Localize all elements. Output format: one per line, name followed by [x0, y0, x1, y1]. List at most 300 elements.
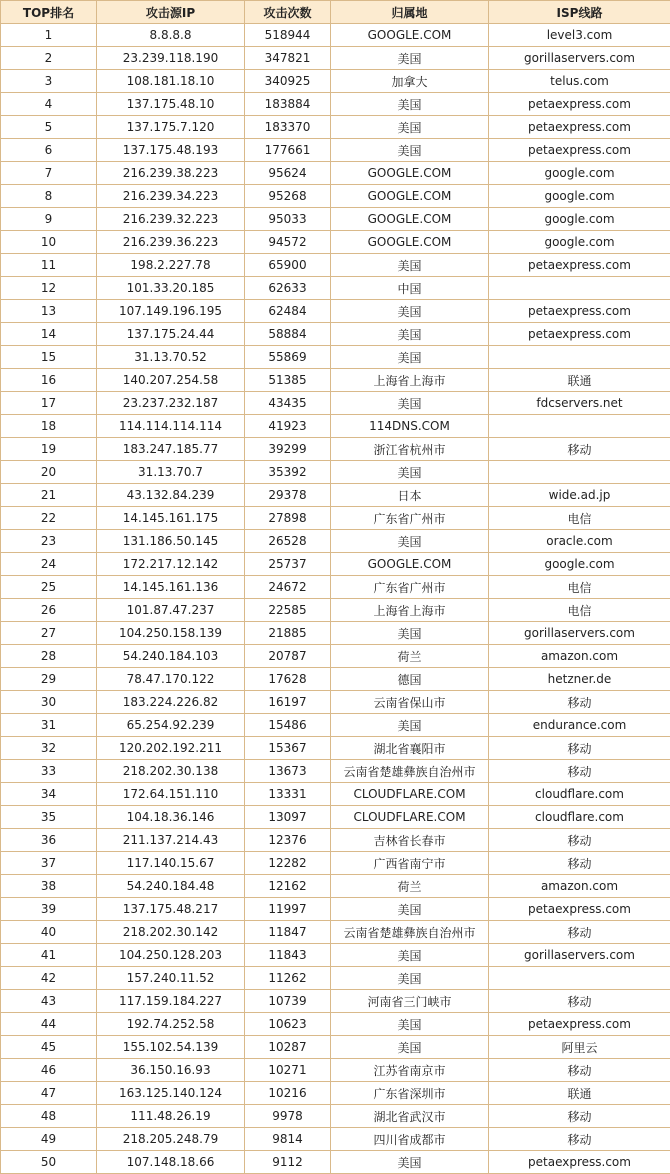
table-row [1, 300, 670, 323]
cell-rank: 18 [1, 415, 97, 438]
cell-source-ip: 157.240.11.52 [97, 967, 245, 990]
cell-isp: 移动 [489, 990, 670, 1013]
cell-rank: 38 [1, 875, 97, 898]
table-row [1, 139, 670, 162]
cell-isp: 移动 [489, 1105, 670, 1128]
cell-attack-count: 51385 [245, 369, 331, 392]
cell-attack-count: 10271 [245, 1059, 331, 1082]
cell-location: 上海省上海市 [331, 599, 489, 622]
cell-isp: google.com [489, 162, 670, 185]
cell-isp: google.com [489, 185, 670, 208]
cell-location: 美国 [331, 93, 489, 116]
table-row [1, 1013, 670, 1036]
cell-location: 美国 [331, 116, 489, 139]
cell-location: 美国 [331, 1036, 489, 1059]
table-row [1, 185, 670, 208]
cell-rank: 42 [1, 967, 97, 990]
cell-location: GOOGLE.COM [331, 231, 489, 254]
table-row [1, 277, 670, 300]
cell-location: GOOGLE.COM [331, 185, 489, 208]
cell-location: 云南省保山市 [331, 691, 489, 714]
table-row [1, 507, 670, 530]
cell-attack-count: 62633 [245, 277, 331, 300]
cell-source-ip: 216.239.36.223 [97, 231, 245, 254]
cell-location: 美国 [331, 392, 489, 415]
cell-isp: 联通 [489, 369, 670, 392]
table-row [1, 622, 670, 645]
table-row [1, 484, 670, 507]
cell-isp: 移动 [489, 1128, 670, 1151]
cell-rank: 13 [1, 300, 97, 323]
cell-attack-count: 29378 [245, 484, 331, 507]
cell-location: 广东省深圳市 [331, 1082, 489, 1105]
cell-source-ip: 163.125.140.124 [97, 1082, 245, 1105]
cell-source-ip: 54.240.184.48 [97, 875, 245, 898]
cell-isp: petaexpress.com [489, 300, 670, 323]
cell-location: 美国 [331, 622, 489, 645]
table-row [1, 1151, 670, 1174]
cell-isp: telus.com [489, 70, 670, 93]
cell-location: 美国 [331, 461, 489, 484]
cell-location: 湖北省武汉市 [331, 1105, 489, 1128]
cell-isp [489, 346, 670, 369]
cell-rank: 47 [1, 1082, 97, 1105]
cell-rank: 34 [1, 783, 97, 806]
cell-isp: 移动 [489, 921, 670, 944]
cell-rank: 26 [1, 599, 97, 622]
cell-rank: 32 [1, 737, 97, 760]
cell-rank: 9 [1, 208, 97, 231]
table-row [1, 944, 670, 967]
cell-location: 德国 [331, 668, 489, 691]
cell-attack-count: 11843 [245, 944, 331, 967]
cell-source-ip: 137.175.48.10 [97, 93, 245, 116]
cell-isp: gorillaservers.com [489, 47, 670, 70]
cell-rank: 41 [1, 944, 97, 967]
cell-attack-count: 25737 [245, 553, 331, 576]
cell-location: 美国 [331, 967, 489, 990]
cell-attack-count: 17628 [245, 668, 331, 691]
cell-location: 美国 [331, 254, 489, 277]
cell-isp [489, 967, 670, 990]
cell-location: 云南省楚雄彝族自治州市 [331, 921, 489, 944]
cell-isp: amazon.com [489, 645, 670, 668]
cell-location: 广西省南宁市 [331, 852, 489, 875]
cell-attack-count: 20787 [245, 645, 331, 668]
cell-source-ip: 137.175.7.120 [97, 116, 245, 139]
cell-source-ip: 218.202.30.138 [97, 760, 245, 783]
table-row [1, 231, 670, 254]
cell-rank: 44 [1, 1013, 97, 1036]
cell-location: 浙江省杭州市 [331, 438, 489, 461]
cell-rank: 20 [1, 461, 97, 484]
cell-location: 美国 [331, 300, 489, 323]
cell-attack-count: 13331 [245, 783, 331, 806]
cell-isp [489, 415, 670, 438]
cell-rank: 21 [1, 484, 97, 507]
cell-source-ip: 211.137.214.43 [97, 829, 245, 852]
table-row [1, 553, 670, 576]
cell-location: 美国 [331, 1151, 489, 1174]
cell-attack-count: 16197 [245, 691, 331, 714]
cell-rank: 29 [1, 668, 97, 691]
table-row [1, 898, 670, 921]
cell-rank: 14 [1, 323, 97, 346]
cell-location: GOOGLE.COM [331, 24, 489, 47]
cell-isp: 移动 [489, 1059, 670, 1082]
table-row [1, 645, 670, 668]
cell-rank: 36 [1, 829, 97, 852]
cell-location: 美国 [331, 139, 489, 162]
cell-source-ip: 117.159.184.227 [97, 990, 245, 1013]
cell-location: 四川省成都市 [331, 1128, 489, 1151]
cell-attack-count: 12162 [245, 875, 331, 898]
cell-location: 上海省上海市 [331, 369, 489, 392]
header-source-ip: 攻击源IP [97, 1, 245, 24]
cell-location: CLOUDFLARE.COM [331, 783, 489, 806]
cell-source-ip: 216.239.32.223 [97, 208, 245, 231]
table-header-row [1, 1, 670, 24]
header-attack-count: 攻击次数 [245, 1, 331, 24]
cell-attack-count: 177661 [245, 139, 331, 162]
cell-attack-count: 55869 [245, 346, 331, 369]
cell-isp: 移动 [489, 438, 670, 461]
cell-location: CLOUDFLARE.COM [331, 806, 489, 829]
cell-rank: 43 [1, 990, 97, 1013]
cell-isp: petaexpress.com [489, 93, 670, 116]
cell-isp: gorillaservers.com [489, 944, 670, 967]
table-row [1, 1082, 670, 1105]
cell-rank: 3 [1, 70, 97, 93]
cell-location: 荷兰 [331, 875, 489, 898]
cell-rank: 2 [1, 47, 97, 70]
cell-source-ip: 155.102.54.139 [97, 1036, 245, 1059]
cell-location: GOOGLE.COM [331, 553, 489, 576]
cell-source-ip: 114.114.114.114 [97, 415, 245, 438]
cell-location: GOOGLE.COM [331, 208, 489, 231]
cell-source-ip: 108.181.18.10 [97, 70, 245, 93]
table-row [1, 806, 670, 829]
table-row [1, 852, 670, 875]
cell-attack-count: 347821 [245, 47, 331, 70]
cell-source-ip: 111.48.26.19 [97, 1105, 245, 1128]
cell-source-ip: 218.205.248.79 [97, 1128, 245, 1151]
cell-source-ip: 36.150.16.93 [97, 1059, 245, 1082]
cell-attack-count: 39299 [245, 438, 331, 461]
table-row [1, 369, 670, 392]
cell-attack-count: 9112 [245, 1151, 331, 1174]
cell-location: 美国 [331, 1013, 489, 1036]
cell-attack-count: 11847 [245, 921, 331, 944]
cell-rank: 33 [1, 760, 97, 783]
cell-attack-count: 12282 [245, 852, 331, 875]
table-body [1, 24, 670, 1174]
table-row [1, 461, 670, 484]
cell-isp: fdcservers.net [489, 392, 670, 415]
table-row [1, 921, 670, 944]
cell-location: 美国 [331, 346, 489, 369]
table-row [1, 1105, 670, 1128]
cell-rank: 27 [1, 622, 97, 645]
cell-source-ip: 31.13.70.7 [97, 461, 245, 484]
cell-isp: cloudflare.com [489, 806, 670, 829]
cell-isp: petaexpress.com [489, 323, 670, 346]
cell-attack-count: 21885 [245, 622, 331, 645]
cell-attack-count: 518944 [245, 24, 331, 47]
table-row [1, 576, 670, 599]
cell-source-ip: 117.140.15.67 [97, 852, 245, 875]
cell-isp: 电信 [489, 599, 670, 622]
cell-rank: 22 [1, 507, 97, 530]
cell-attack-count: 13673 [245, 760, 331, 783]
cell-rank: 4 [1, 93, 97, 116]
cell-source-ip: 43.132.84.239 [97, 484, 245, 507]
cell-source-ip: 131.186.50.145 [97, 530, 245, 553]
table-row [1, 70, 670, 93]
cell-rank: 24 [1, 553, 97, 576]
cell-attack-count: 10216 [245, 1082, 331, 1105]
cell-location: 广东省广州市 [331, 576, 489, 599]
cell-rank: 46 [1, 1059, 97, 1082]
cell-isp: petaexpress.com [489, 116, 670, 139]
cell-source-ip: 23.237.232.187 [97, 392, 245, 415]
cell-location: 日本 [331, 484, 489, 507]
cell-source-ip: 216.239.34.223 [97, 185, 245, 208]
table-row [1, 93, 670, 116]
cell-attack-count: 11262 [245, 967, 331, 990]
cell-isp: 阿里云 [489, 1036, 670, 1059]
cell-isp: google.com [489, 208, 670, 231]
cell-location: 美国 [331, 714, 489, 737]
header-isp: ISP线路 [489, 1, 670, 24]
cell-isp: 移动 [489, 737, 670, 760]
cell-attack-count: 22585 [245, 599, 331, 622]
cell-isp [489, 277, 670, 300]
cell-location: 美国 [331, 323, 489, 346]
cell-attack-count: 26528 [245, 530, 331, 553]
cell-isp: 移动 [489, 691, 670, 714]
cell-attack-count: 9814 [245, 1128, 331, 1151]
cell-rank: 30 [1, 691, 97, 714]
cell-attack-count: 35392 [245, 461, 331, 484]
cell-isp: amazon.com [489, 875, 670, 898]
cell-location: 河南省三门峡市 [331, 990, 489, 1013]
cell-rank: 39 [1, 898, 97, 921]
table-row [1, 208, 670, 231]
cell-attack-count: 95033 [245, 208, 331, 231]
cell-location: 云南省楚雄彝族自治州市 [331, 760, 489, 783]
cell-attack-count: 95624 [245, 162, 331, 185]
table-row [1, 415, 670, 438]
table-row [1, 599, 670, 622]
table-row [1, 829, 670, 852]
table-row [1, 438, 670, 461]
cell-rank: 5 [1, 116, 97, 139]
cell-rank: 37 [1, 852, 97, 875]
cell-isp: hetzner.de [489, 668, 670, 691]
cell-rank: 10 [1, 231, 97, 254]
cell-isp: google.com [489, 231, 670, 254]
cell-attack-count: 183370 [245, 116, 331, 139]
cell-source-ip: 218.202.30.142 [97, 921, 245, 944]
cell-location: 美国 [331, 530, 489, 553]
cell-attack-count: 58884 [245, 323, 331, 346]
cell-source-ip: 65.254.92.239 [97, 714, 245, 737]
cell-rank: 45 [1, 1036, 97, 1059]
cell-rank: 31 [1, 714, 97, 737]
table-row [1, 875, 670, 898]
cell-attack-count: 10623 [245, 1013, 331, 1036]
cell-attack-count: 10287 [245, 1036, 331, 1059]
table-row [1, 24, 670, 47]
cell-attack-count: 62484 [245, 300, 331, 323]
cell-rank: 40 [1, 921, 97, 944]
cell-isp: petaexpress.com [489, 1013, 670, 1036]
cell-source-ip: 137.175.24.44 [97, 323, 245, 346]
cell-location: 湖北省襄阳市 [331, 737, 489, 760]
cell-isp: 移动 [489, 829, 670, 852]
cell-isp: cloudflare.com [489, 783, 670, 806]
cell-source-ip: 107.149.196.195 [97, 300, 245, 323]
cell-rank: 8 [1, 185, 97, 208]
cell-rank: 15 [1, 346, 97, 369]
cell-rank: 50 [1, 1151, 97, 1174]
cell-isp: google.com [489, 553, 670, 576]
cell-source-ip: 14.145.161.136 [97, 576, 245, 599]
table-row [1, 967, 670, 990]
cell-isp: level3.com [489, 24, 670, 47]
cell-rank: 7 [1, 162, 97, 185]
cell-source-ip: 183.224.226.82 [97, 691, 245, 714]
cell-location: 美国 [331, 944, 489, 967]
cell-source-ip: 101.33.20.185 [97, 277, 245, 300]
cell-source-ip: 172.217.12.142 [97, 553, 245, 576]
cell-rank: 19 [1, 438, 97, 461]
cell-rank: 48 [1, 1105, 97, 1128]
cell-attack-count: 27898 [245, 507, 331, 530]
cell-rank: 6 [1, 139, 97, 162]
cell-rank: 1 [1, 24, 97, 47]
cell-rank: 11 [1, 254, 97, 277]
cell-attack-count: 183884 [245, 93, 331, 116]
cell-attack-count: 9978 [245, 1105, 331, 1128]
cell-isp: 电信 [489, 576, 670, 599]
cell-source-ip: 101.87.47.237 [97, 599, 245, 622]
cell-isp: gorillaservers.com [489, 622, 670, 645]
table-row [1, 737, 670, 760]
table-row [1, 323, 670, 346]
cell-isp: oracle.com [489, 530, 670, 553]
cell-source-ip: 8.8.8.8 [97, 24, 245, 47]
table-row [1, 116, 670, 139]
cell-location: GOOGLE.COM [331, 162, 489, 185]
cell-location: 江苏省南京市 [331, 1059, 489, 1082]
cell-attack-count: 11997 [245, 898, 331, 921]
cell-rank: 23 [1, 530, 97, 553]
cell-rank: 28 [1, 645, 97, 668]
cell-source-ip: 104.250.128.203 [97, 944, 245, 967]
cell-source-ip: 198.2.227.78 [97, 254, 245, 277]
cell-attack-count: 12376 [245, 829, 331, 852]
cell-source-ip: 104.18.36.146 [97, 806, 245, 829]
cell-attack-count: 41923 [245, 415, 331, 438]
cell-source-ip: 104.250.158.139 [97, 622, 245, 645]
cell-attack-count: 65900 [245, 254, 331, 277]
cell-location: 美国 [331, 898, 489, 921]
cell-attack-count: 13097 [245, 806, 331, 829]
cell-location: 美国 [331, 47, 489, 70]
cell-location: 114DNS.COM [331, 415, 489, 438]
cell-attack-count: 95268 [245, 185, 331, 208]
cell-source-ip: 172.64.151.110 [97, 783, 245, 806]
table-row [1, 990, 670, 1013]
table-row [1, 346, 670, 369]
cell-isp: petaexpress.com [489, 254, 670, 277]
table-row [1, 668, 670, 691]
cell-attack-count: 94572 [245, 231, 331, 254]
header-location: 归属地 [331, 1, 489, 24]
table-row [1, 1128, 670, 1151]
cell-source-ip: 137.175.48.193 [97, 139, 245, 162]
table-row [1, 392, 670, 415]
header-rank: TOP排名 [1, 1, 97, 24]
cell-isp: 移动 [489, 852, 670, 875]
cell-rank: 49 [1, 1128, 97, 1151]
cell-attack-count: 15367 [245, 737, 331, 760]
cell-attack-count: 340925 [245, 70, 331, 93]
cell-isp [489, 461, 670, 484]
table-row [1, 47, 670, 70]
cell-source-ip: 120.202.192.211 [97, 737, 245, 760]
cell-rank: 12 [1, 277, 97, 300]
cell-attack-count: 24672 [245, 576, 331, 599]
cell-location: 荷兰 [331, 645, 489, 668]
table-row [1, 530, 670, 553]
cell-rank: 17 [1, 392, 97, 415]
cell-source-ip: 137.175.48.217 [97, 898, 245, 921]
cell-source-ip: 31.13.70.52 [97, 346, 245, 369]
cell-isp: petaexpress.com [489, 139, 670, 162]
cell-isp: 电信 [489, 507, 670, 530]
table-row [1, 760, 670, 783]
cell-rank: 35 [1, 806, 97, 829]
cell-source-ip: 23.239.118.190 [97, 47, 245, 70]
cell-source-ip: 78.47.170.122 [97, 668, 245, 691]
cell-source-ip: 192.74.252.58 [97, 1013, 245, 1036]
cell-source-ip: 107.148.18.66 [97, 1151, 245, 1174]
cell-location: 吉林省长春市 [331, 829, 489, 852]
table-row [1, 254, 670, 277]
table-row [1, 783, 670, 806]
cell-isp: wide.ad.jp [489, 484, 670, 507]
cell-attack-count: 43435 [245, 392, 331, 415]
cell-location: 加拿大 [331, 70, 489, 93]
table-row [1, 691, 670, 714]
cell-location: 中国 [331, 277, 489, 300]
cell-attack-count: 10739 [245, 990, 331, 1013]
table-row [1, 162, 670, 185]
cell-rank: 16 [1, 369, 97, 392]
cell-rank: 25 [1, 576, 97, 599]
cell-source-ip: 14.145.161.175 [97, 507, 245, 530]
cell-source-ip: 54.240.184.103 [97, 645, 245, 668]
table-row [1, 714, 670, 737]
table-row [1, 1036, 670, 1059]
cell-isp: 联通 [489, 1082, 670, 1105]
cell-isp: 移动 [489, 760, 670, 783]
cell-source-ip: 183.247.185.77 [97, 438, 245, 461]
cell-isp: endurance.com [489, 714, 670, 737]
